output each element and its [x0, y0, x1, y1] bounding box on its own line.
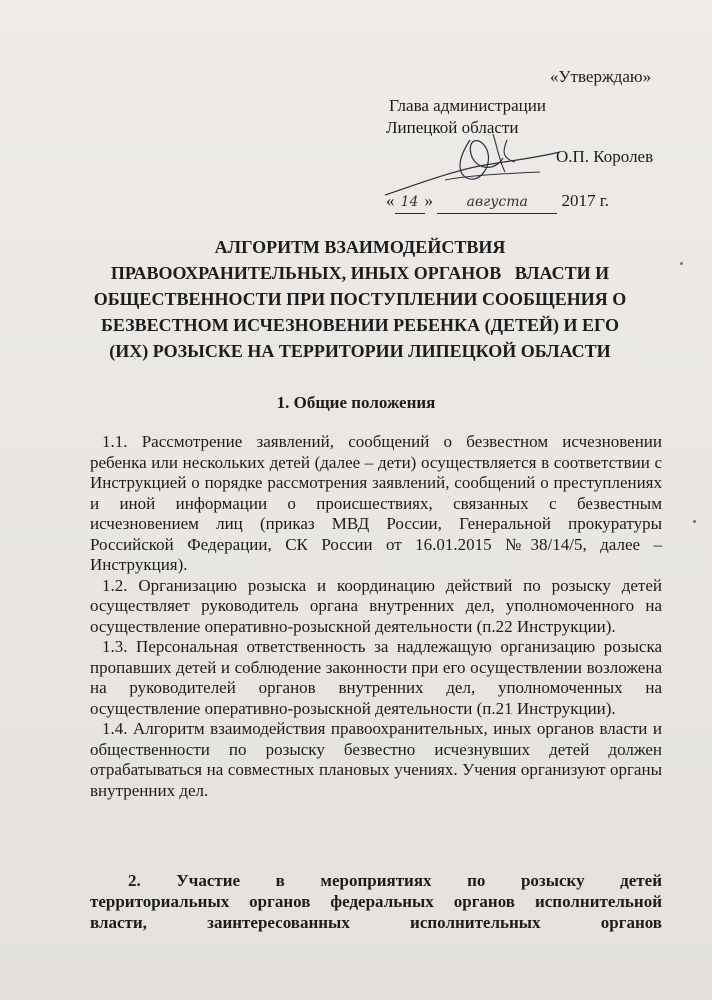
title-line: АЛГОРИТМ ВЗАИМОДЕЙСТВИЯ — [214, 237, 506, 257]
paragraph-1-2: 1.2. Организацию розыска и координацию действий по розыску детей осуществляет руководитель органа внутренних дел, уполномоченного на осуществление оперативно-розыскной деятельности (п.22 Инструкции). — [90, 575, 662, 636]
section1-heading: 1. Общие положения — [276, 393, 436, 412]
title-line: (ИХ) РОЗЫСКЕ НА ТЕРРИТОРИИ ЛИПЕЦКОЙ ОБЛАСТИ — [109, 341, 611, 361]
date-open-quote: « — [386, 191, 395, 210]
section2-heading — [90, 870, 662, 933]
paragraph-1-3: 1.3. Персональная ответственность за надлежащую организацию розыска пропавших детей и соблюдение законности при его осуществлении возложена на руководителей органов внутренних дел, уполномоченных на осуществление оперативно-розыскной деятельности (п.21 Инструкции). — [90, 637, 662, 718]
signer-name: О.П. Королев — [556, 147, 654, 166]
approval-stamp: «Утверждаю» — [550, 67, 652, 86]
title-line: ОБЩЕСТВЕННОСТИ ПРИ ПОСТУПЛЕНИИ СООБЩЕНИЯ О — [93, 289, 627, 309]
scan-speck — [680, 262, 683, 265]
section2-heading-line2: территориальных органов федеральных органов исполнительной — [90, 892, 662, 911]
handwritten-signature-icon — [375, 110, 575, 220]
paragraph-1-4: 1.4. Алгоритм взаимодействия правоохранительных, иных органов власти и общественности по розыску безвестно исчезнувших детей должен отрабатываться на совместных плановых учениях. Учения организуют органы внутренних дел. — [90, 719, 662, 800]
title-line: БЕЗВЕСТНОМ ИСЧЕЗНОВЕНИИ РЕБЕНКА (ДЕТЕЙ) И ЕГО — [100, 315, 619, 335]
signer-position-line2: Липецкой области — [386, 118, 519, 137]
section2-heading-line3: власти, заинтересованных исполнительных органов — [90, 913, 662, 932]
title-line: ПРАВООХРАНИТЕЛЬНЫХ, ИНЫХ ОРГАНОВ ВЛАСТИ И — [110, 263, 610, 283]
section1-body — [90, 432, 662, 801]
date-month: августа — [466, 194, 528, 210]
scan-speck — [693, 520, 696, 523]
document-title — [60, 234, 660, 364]
date-day: 14 — [400, 194, 419, 210]
signer-position-line1: Глава администрации — [389, 96, 546, 115]
date-close-quote: » — [424, 191, 433, 210]
date-year: 2017 г. — [561, 191, 610, 210]
section2-heading-line1: 2. Участие в мероприятиях по розыску детей — [128, 871, 662, 890]
paragraph-1-1: 1.1. Рассмотрение заявлений, сообщений о безвестном исчезновении ребенка или нескольких детей (далее – дети) осуществляется в соответствии с Инструкцией о порядке рассмотрения заявлений, сообщений о преступлениях и иной информации о происшествиях, связанных с безвестным исчезновением лиц (приказ МВД России, Генеральной прокуратуры Российской Федерации, СК России от 16.01.2015 №38/14/5, далее – Инструкция). — [90, 432, 662, 574]
